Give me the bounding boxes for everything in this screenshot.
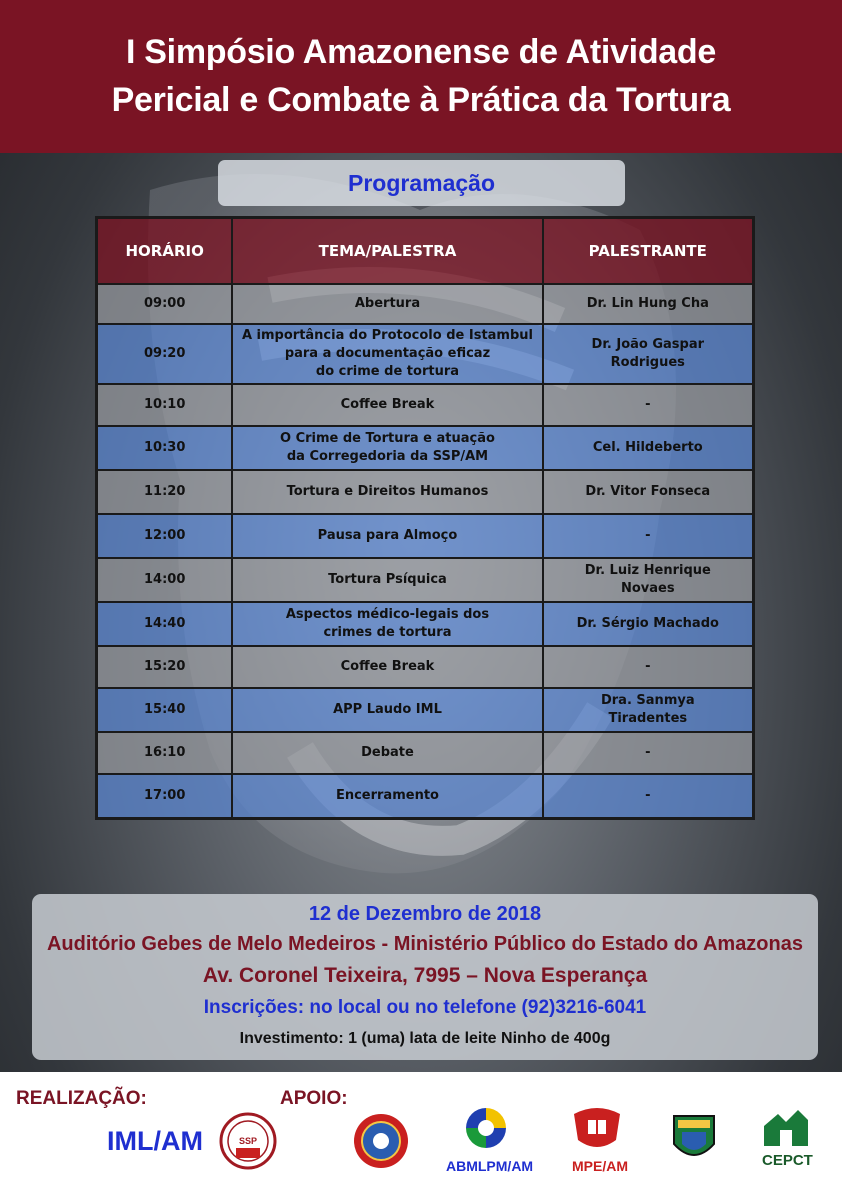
table-row — [97, 688, 754, 732]
table-row — [97, 426, 754, 470]
cell-topic — [232, 324, 542, 384]
cell-speaker-line: Dr. Luiz Henrique — [584, 563, 711, 578]
cell-speaker — [543, 774, 754, 818]
cell-topic-line: crimes de tortura — [323, 625, 452, 640]
cell-time — [97, 688, 233, 732]
footer — [0, 1072, 842, 1191]
cell-time — [97, 470, 233, 514]
mpe-label: MPE/AM — [572, 1158, 628, 1174]
header-tema: TEMA/PALESTRA — [232, 218, 542, 285]
cell-time — [97, 558, 233, 602]
cell-speaker-line: Dr. Lin Hung Cha — [586, 296, 709, 311]
cell-time — [97, 324, 233, 384]
cell-speaker-line: - — [645, 745, 651, 760]
cell-topic — [232, 688, 542, 732]
cell-speaker — [543, 470, 754, 514]
cell-topic-line: Aspectos médico-legais dos — [285, 607, 490, 622]
schedule-body — [97, 284, 754, 818]
ssp-seal-logo — [218, 1112, 278, 1170]
cell-time — [97, 602, 233, 646]
cell-speaker — [543, 602, 754, 646]
cell-speaker-line: - — [645, 528, 651, 543]
cell-time-line: 15:40 — [143, 702, 186, 717]
cell-speaker-line: Dr. Sérgio Machado — [576, 616, 719, 631]
cepct-label: CEPCT — [762, 1152, 813, 1169]
cell-speaker — [543, 732, 754, 774]
cell-speaker-line: Tiradentes — [608, 711, 688, 726]
table-row — [97, 646, 754, 688]
cell-speaker-line: Rodrigues — [610, 355, 685, 370]
table-header-row — [97, 218, 754, 285]
table-row — [97, 514, 754, 558]
cell-time-line: 12:00 — [143, 528, 186, 543]
cell-topic-line: Pausa para Almoço — [317, 528, 458, 543]
medical-seal-logo — [352, 1112, 410, 1170]
cell-topic — [232, 646, 542, 688]
cell-speaker-line: Dr. João Gaspar — [591, 337, 705, 352]
cell-time-line: 16:10 — [143, 745, 186, 760]
realizacao-label: REALIZAÇÃO: — [16, 1088, 147, 1109]
cell-topic — [232, 732, 542, 774]
iml-am-text: IML/AM — [107, 1126, 203, 1156]
header-palestrante: PALESTRANTE — [543, 218, 754, 285]
cell-topic-line: Tortura e Direitos Humanos — [286, 484, 489, 499]
cell-speaker — [543, 384, 754, 426]
cell-speaker-line: Dr. Vitor Fonseca — [585, 484, 711, 499]
event-fee: Investimento: 1 (uma) lata de leite Ninho de 400g — [239, 1030, 611, 1047]
cell-topic-line: Debate — [361, 745, 414, 760]
event-date: 12 de Dezembro de 2018 — [308, 903, 542, 925]
schedule-table — [95, 216, 755, 820]
cell-speaker-line: - — [645, 659, 651, 674]
abml-logo — [462, 1104, 510, 1152]
cell-speaker-line: Novaes — [620, 581, 675, 596]
cell-time-line: 15:20 — [143, 659, 186, 674]
table-row — [97, 602, 754, 646]
cell-time-line: 10:30 — [143, 440, 186, 455]
cell-topic-line: Tortura Psíquica — [328, 572, 447, 587]
mpe-logo — [568, 1104, 626, 1154]
table-row — [97, 384, 754, 426]
cell-time-line: 09:20 — [143, 346, 186, 361]
cell-topic — [232, 602, 542, 646]
cell-time-line: 09:00 — [143, 296, 186, 311]
programacao-label: Programação — [218, 160, 625, 206]
cell-time-line: 14:00 — [143, 572, 186, 587]
ssp-logo-text: SSP — [238, 1136, 258, 1146]
cell-time — [97, 514, 233, 558]
cell-time — [97, 646, 233, 688]
cell-speaker-line: Cel. Hildeberto — [592, 440, 703, 455]
cell-topic-line: O Crime de Tortura e atuação — [280, 431, 495, 446]
cell-speaker — [543, 284, 754, 324]
cell-time-line: 17:00 — [143, 787, 186, 803]
cell-topic — [232, 774, 542, 818]
cell-topic — [232, 284, 542, 324]
table-row — [97, 284, 754, 324]
cell-speaker-line: - — [645, 397, 651, 412]
cell-time — [97, 284, 233, 324]
cell-topic-line: A importância do Protocolo de Istambul — [241, 328, 533, 343]
cell-time-line: 11:20 — [143, 484, 186, 499]
cell-speaker — [543, 688, 754, 732]
table-row — [97, 558, 754, 602]
event-place: Auditório Gebes de Melo Medeiros - Ministério Público do Estado do Amazonas — [46, 933, 803, 955]
cell-topic — [232, 470, 542, 514]
cell-topic — [232, 426, 542, 470]
cell-topic-line: do crime de tortura — [315, 364, 460, 379]
table-row — [97, 774, 754, 818]
cepct-logo — [758, 1106, 814, 1148]
title-line-2: Pericial e Combate à Prática da Tortura — [111, 81, 731, 119]
apoio-label: APOIO: — [280, 1088, 348, 1109]
cell-speaker-line: - — [645, 787, 651, 803]
cell-topic-line: da Corregedoria da SSP/AM — [286, 449, 489, 464]
table-row — [97, 732, 754, 774]
event-address: Av. Coronel Teixeira, 7995 – Nova Esperança — [202, 964, 648, 987]
cell-speaker — [543, 426, 754, 470]
cell-topic-line: Coffee Break — [340, 659, 435, 674]
cell-topic-line: Encerramento — [335, 787, 439, 803]
title-line-1: I Simpósio Amazonense de Atividade — [126, 33, 716, 71]
police-badge-logo — [670, 1108, 718, 1166]
cell-speaker — [543, 514, 754, 558]
event-registration: Inscrições: no local ou no telefone (92)3216-6041 — [203, 997, 647, 1018]
cell-time-line: 10:10 — [143, 397, 186, 412]
cell-topic-line: para a documentação eficaz — [284, 346, 491, 361]
cell-topic-line: Abertura — [354, 296, 421, 311]
cell-topic — [232, 514, 542, 558]
cell-topic — [232, 384, 542, 426]
table-row — [97, 324, 754, 384]
cell-speaker — [543, 558, 754, 602]
cell-time — [97, 384, 233, 426]
event-info-box — [32, 894, 818, 1060]
header-banner — [0, 0, 842, 153]
cell-speaker — [543, 324, 754, 384]
cell-time-line: 14:40 — [143, 616, 186, 631]
header-horario: HORÁRIO — [97, 218, 233, 285]
poster-title — [0, 28, 842, 124]
cell-time — [97, 732, 233, 774]
cell-speaker-line: Dra. Sanmya — [600, 693, 695, 708]
cell-time — [97, 426, 233, 470]
cell-topic-line: APP Laudo IML — [333, 702, 442, 717]
cell-time — [97, 774, 233, 818]
cell-topic — [232, 558, 542, 602]
cell-speaker — [543, 646, 754, 688]
table-row — [97, 470, 754, 514]
abml-label: ABMLPM/AM — [446, 1158, 534, 1174]
cell-topic-line: Coffee Break — [340, 397, 435, 412]
